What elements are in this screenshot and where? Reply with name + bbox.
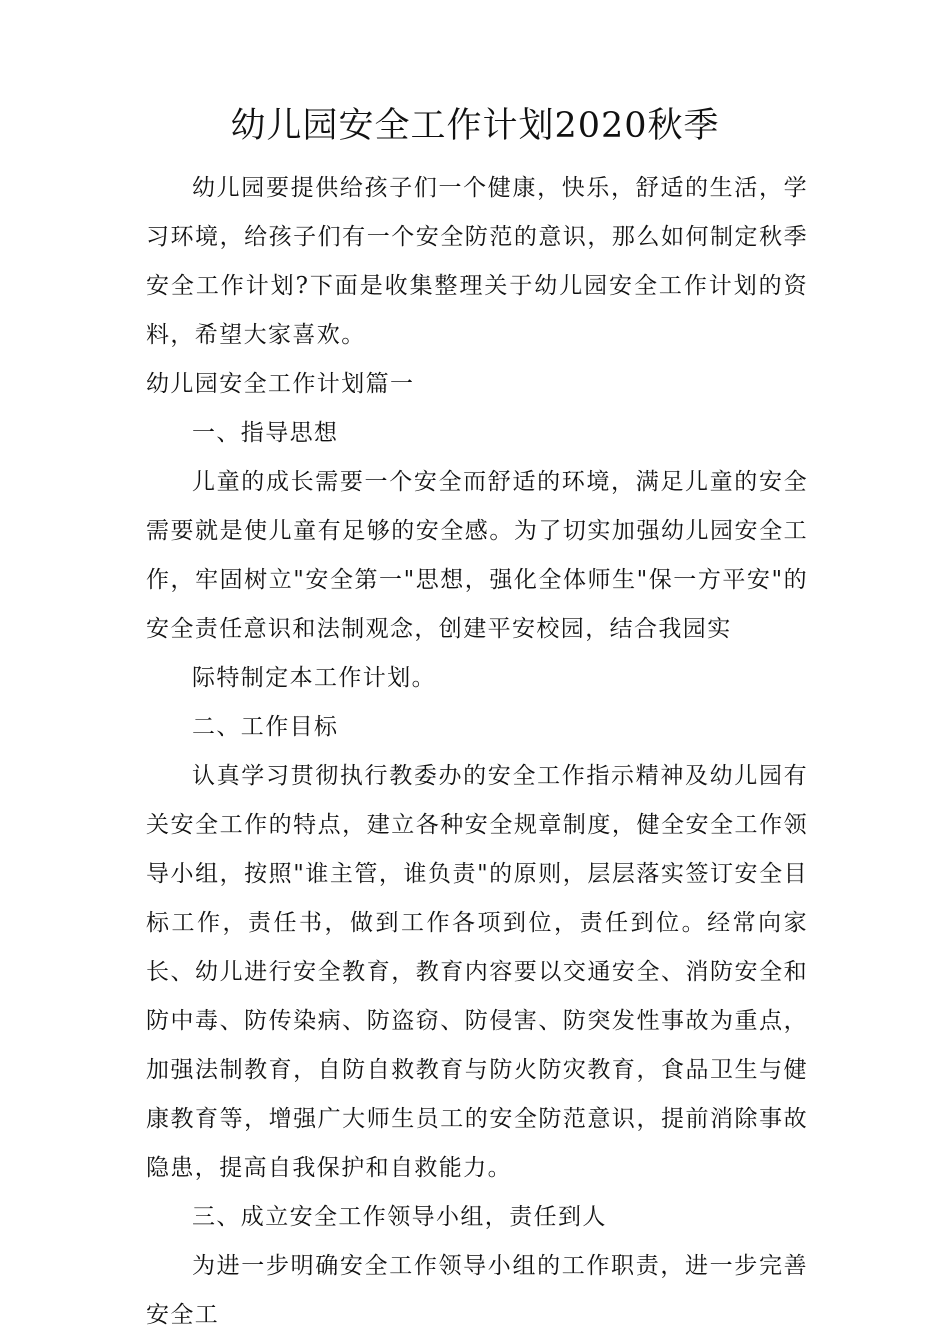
paragraph: 认真学习贯彻执行教委办的安全工作指示精神及幼儿园有关安全工作的特点，建立各种安全规章制度，健全安全工作领导小组，按照"谁主管，谁负责"的原则，层层落实签订安全目标工作，责任书，做到工作各项到位，责任到位。经常向家长、幼儿进行安全教育，教育内容要以交通安全、消防安全和防中毒、防传染病、防盗窃、防侵害、防突发性事故为重点，加强法制教育，自防自救教育与防火防灾教育，食品卫生与健康教育等，增强广大师生员工的安全防范意识，提前消除事故隐患，提高自我保护和自救能力。 xyxy=(146,763,808,1181)
paragraph: 三、成立安全工作领导小组，责任到人 xyxy=(192,1204,607,1230)
paragraph: 儿童的成长需要一个安全而舒适的环境，满足儿童的安全需要就是使儿童有足够的安全感。为了切实加强幼儿园安全工作，牢固树立"安全第一"思想，强化全体师生"保一方平安"的安全责任意识和法制观念，创建平安校园，结合我园实 xyxy=(146,469,808,642)
page-title: 幼儿园安全工作计划2020秋季 xyxy=(230,106,720,146)
paragraph: 际特制定本工作计划。 xyxy=(192,665,436,691)
document-body xyxy=(146,164,808,1340)
paragraph: 为进一步明确安全工作领导小组的工作职责，进一步完善安全工 xyxy=(146,1253,808,1328)
paragraph: 二、工作目标 xyxy=(192,714,339,740)
paragraph: 幼儿园安全工作计划篇一 xyxy=(146,371,415,397)
paragraph: 一、指导思想 xyxy=(192,420,339,446)
paragraph: 幼儿园要提供给孩子们一个健康，快乐，舒适的生活，学习环境，给孩子们有一个安全防范的意识，那么如何制定秋季安全工作计划?下面是收集整理关于幼儿园安全工作计划的资料，希望大家喜欢。 xyxy=(146,175,808,348)
